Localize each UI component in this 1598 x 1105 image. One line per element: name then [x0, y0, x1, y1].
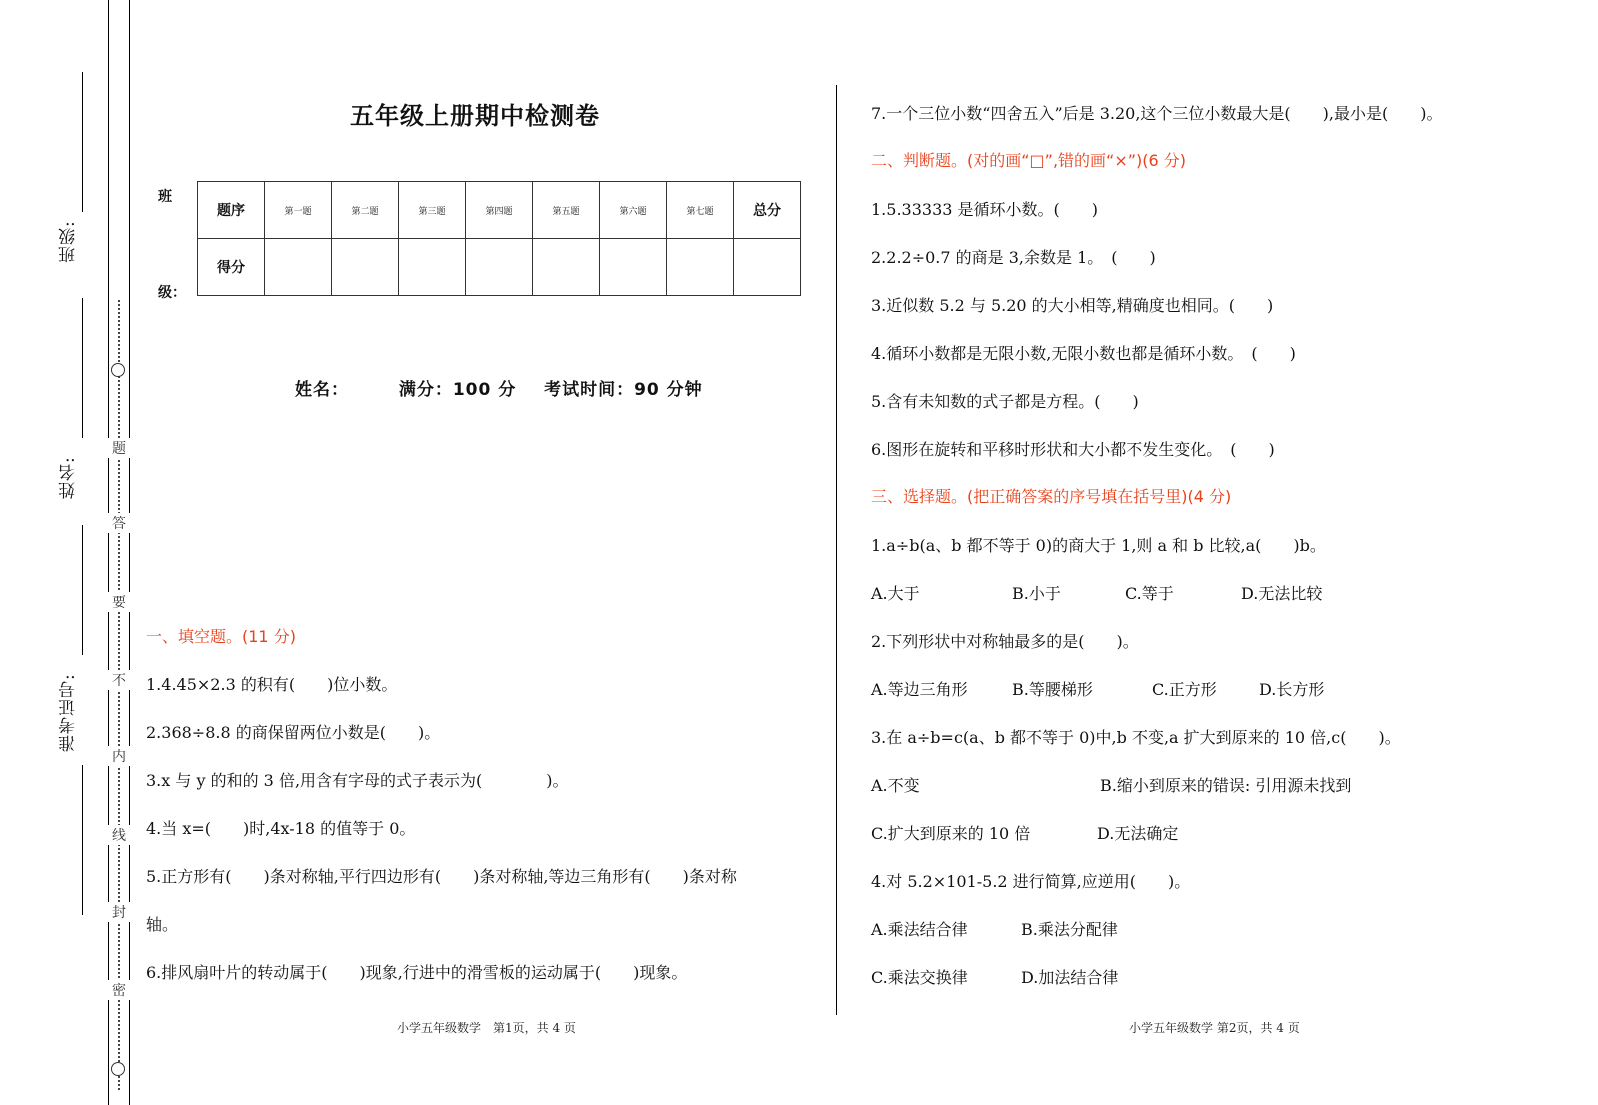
question-fill-6: 6.排风扇叶片的转动属于( )现象,行进中的滑雪板的运动属于( )现象。 — [146, 963, 688, 982]
page-title: 五年级上册期中检测卷 — [350, 102, 600, 130]
header-cell: 第七题 — [667, 182, 734, 239]
binding-char: 题 — [108, 438, 130, 458]
choice-3-option-b: B.缩小到原来的错误: 引用源未找到 — [1100, 776, 1352, 795]
name-margin-label: 姓名: — [59, 456, 79, 500]
header-cell: 第二题 — [332, 182, 399, 239]
question-fill-5: 5.正方形有( )条对称轴,平行四边形有( )条对称轴,等边三角形有( )条对称 — [146, 867, 737, 886]
score-cell[interactable] — [332, 239, 399, 296]
binding-char: 封 — [108, 902, 130, 922]
score-table-header-row — [198, 182, 801, 239]
question-fill-3: 3.x 与 y 的和的 3 倍,用含有字母的式子表示为( )。 — [146, 771, 569, 790]
section-judge-title: 二、判断题。(对的画“□”,错的画“×”)(6 分) — [871, 151, 1187, 170]
choice-2-option-c: C.正方形 — [1152, 680, 1217, 699]
binding-dotted-line — [118, 300, 120, 1090]
exam-number-margin-label: 准考证号: — [59, 673, 79, 753]
header-total: 总分 — [734, 182, 801, 239]
binding-char: 答 — [108, 513, 130, 533]
header-cell: 第三题 — [399, 182, 466, 239]
full-score: 满分：100 分 — [398, 380, 517, 400]
choice-4-option-c: C.乘法交换律 — [871, 968, 968, 987]
exam-time: 考试时间：90 分钟 — [544, 380, 703, 400]
choice-2-option-d: D.长方形 — [1259, 680, 1325, 699]
row-label-score: 得分 — [198, 239, 265, 296]
question-judge-5: 5.含有未知数的式子都是方程。( ) — [871, 392, 1139, 411]
choice-1-option-c: C.等于 — [1125, 584, 1174, 603]
row-label-question-order: 题序 — [198, 182, 265, 239]
choice-4-option-d: D.加法结合律 — [1021, 968, 1119, 987]
question-choice-4: 4.对 5.2×101-5.2 进行简算,应逆用( )。 — [871, 872, 1191, 891]
choice-1-option-d: D.无法比较 — [1241, 584, 1323, 603]
class-label-top: 班 — [158, 189, 172, 205]
score-cell[interactable] — [265, 239, 332, 296]
section-fill-in-title: 一、填空题。(11 分) — [146, 627, 296, 646]
score-table — [197, 181, 801, 296]
choice-2-option-b: B.等腰梯形 — [1012, 680, 1093, 699]
exam-number-fill-line — [82, 765, 83, 915]
binding-char: 要 — [108, 592, 130, 612]
choice-3-option-d: D.无法确定 — [1097, 824, 1179, 843]
exam-info-line — [295, 375, 703, 400]
binding-char: 密 — [108, 980, 130, 1000]
question-fill-5-continued: 轴。 — [146, 915, 179, 934]
choice-2-option-a: A.等边三角形 — [871, 680, 968, 699]
choice-1-option-b: B.小于 — [1012, 584, 1061, 603]
question-judge-6: 6.图形在旋转和平移时形状和大小都不发生变化。 ( ) — [871, 440, 1275, 459]
score-cell[interactable] — [399, 239, 466, 296]
header-cell: 第六题 — [600, 182, 667, 239]
choice-3-option-c: C.扩大到原来的 10 倍 — [871, 824, 1031, 843]
class-fill-line — [82, 72, 83, 212]
class-label-bottom: 级： — [158, 285, 186, 301]
question-choice-2: 2.下列形状中对称轴最多的是( )。 — [871, 632, 1139, 651]
binding-char: 线 — [108, 825, 130, 845]
header-cell: 第一题 — [265, 182, 332, 239]
class-margin-label: 班级: — [59, 220, 79, 264]
question-judge-4: 4.循环小数都是无限小数,无限小数也都是循环小数。 ( ) — [871, 344, 1296, 363]
page-footer-left: 小学五年级数学 第1页，共 4 页 — [397, 1021, 576, 1035]
score-cell[interactable] — [600, 239, 667, 296]
name-fill-line — [82, 525, 83, 655]
score-table-score-row — [198, 239, 801, 296]
question-choice-1: 1.a÷b(a、b 都不等于 0)的商大于 1,则 a 和 b 比较,a( )b。 — [871, 536, 1326, 555]
question-judge-1: 1.5.33333 是循环小数。( ) — [871, 200, 1099, 219]
page-footer-right: 小学五年级数学 第2页，共 4 页 — [1129, 1021, 1300, 1035]
question-fill-1: 1.4.45×2.3 的积有( )位小数。 — [146, 675, 398, 694]
score-cell[interactable] — [466, 239, 533, 296]
score-cell[interactable] — [667, 239, 734, 296]
choice-4-option-a: A.乘法结合律 — [871, 920, 968, 939]
question-fill-2: 2.368÷8.8 的商保留两位小数是( )。 — [146, 723, 441, 742]
binding-char: 内 — [108, 746, 130, 766]
header-cell: 第四题 — [466, 182, 533, 239]
question-choice-3: 3.在 a÷b=c(a、b 都不等于 0)中,b 不变,a 扩大到原来的 10 倍,c( )。 — [871, 728, 1401, 747]
choice-4-option-b: B.乘法分配律 — [1021, 920, 1118, 939]
binding-circle-icon — [111, 1062, 125, 1076]
page-divider — [836, 85, 837, 1015]
question-fill-7: 7.一个三位小数“四舍五入”后是 3.20,这个三位小数最大是( ),最小是( )。 — [871, 104, 1443, 123]
choice-1-option-a: A.大于 — [871, 584, 920, 603]
question-judge-2: 2.2.2÷0.7 的商是 3,余数是 1。 ( ) — [871, 248, 1156, 267]
class-name-divider-line — [82, 298, 83, 438]
score-cell[interactable] — [533, 239, 600, 296]
section-choice-title: 三、选择题。(把正确答案的序号填在括号里)(4 分) — [871, 487, 1232, 506]
name-label: 姓名： — [295, 380, 349, 400]
header-cell: 第五题 — [533, 182, 600, 239]
question-judge-3: 3.近似数 5.2 与 5.20 的大小相等,精确度也相同。( ) — [871, 296, 1274, 315]
choice-3-option-a: A.不变 — [871, 776, 920, 795]
question-fill-4: 4.当 x=( )时,4x-18 的值等于 0。 — [146, 819, 416, 838]
binding-char: 不 — [108, 670, 130, 690]
score-cell-total[interactable] — [734, 239, 801, 296]
binding-circle-icon — [111, 363, 125, 377]
